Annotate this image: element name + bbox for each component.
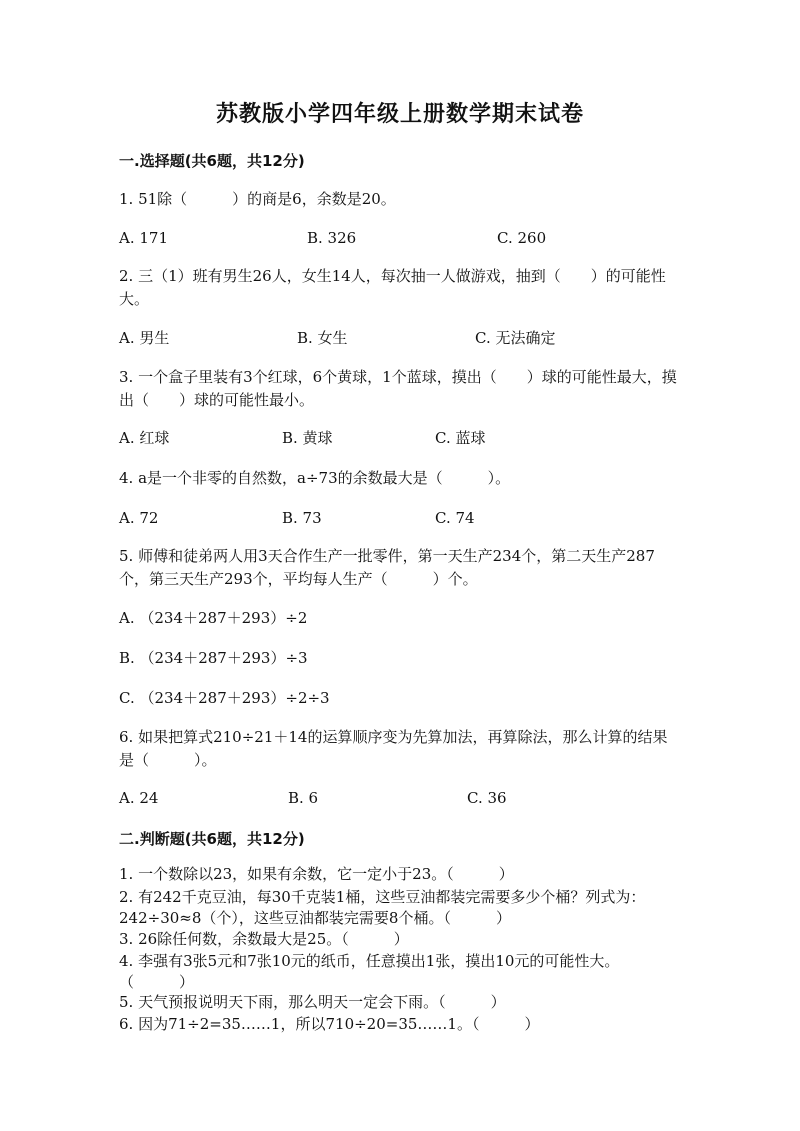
option-c: C. 蓝球 (435, 429, 486, 447)
option-c: C. （234＋287＋293）÷2÷3 (119, 689, 330, 707)
option-a: A. 24 (119, 789, 159, 807)
judge-item-6: 6. 因为71÷2=35……1，所以710÷20=35……1。（ ） (119, 1015, 540, 1033)
option-c: C. 74 (435, 509, 475, 527)
section-heading-choice: 一.选择题(共6题，共12分) (119, 152, 305, 170)
judge-item-5: 5. 天气预报说明天下雨，那么明天一定会下雨。（ ） (119, 993, 506, 1011)
option-a: A. 红球 (119, 429, 170, 447)
judge-item-2: 2. 有242千克豆油，每30千克装1桶，这些豆油都装完需要多少个桶？列式为：242÷30≈8（个），这些豆油都装完需要8个桶。（ ） (119, 888, 646, 927)
option-a: A. 男生 (119, 329, 170, 347)
option-a: A. （234＋287＋293）÷2 (119, 609, 308, 627)
option-b: B. 女生 (297, 329, 348, 347)
question-4: 4. a是一个非零的自然数，a÷73的余数最大是（ ）。 (119, 469, 511, 487)
option-b: B. 73 (282, 509, 322, 527)
option-c: C. 36 (467, 789, 507, 807)
option-b: B. 6 (288, 789, 319, 807)
judge-item-4: 4. 李强有3张5元和7张10元的纸币，任意摸出1张，摸出10元的可能性大。 （ ） (119, 952, 627, 991)
option-b: B. 黄球 (282, 429, 333, 447)
question-6: 6. 如果把算式210÷21＋14的运算顺序变为先算加法，再算除法，那么计算的结果是（ ）。 (119, 728, 668, 769)
question-2: 2. 三（1）班有男生26人，女生14人，每次抽一人做游戏，抽到（ ）的可能性大。 (119, 267, 666, 308)
question-1: 1. 51除（ ）的商是6，余数是20。 (119, 190, 396, 208)
option-b: B. （234＋287＋293）÷3 (119, 649, 308, 667)
option-a: A. 72 (119, 509, 159, 527)
question-3: 3. 一个盒子里装有3个红球，6个黄球，1个蓝球，摸出（ ）球的可能性最大，摸出（ ）球的可能性最小。 (119, 368, 677, 409)
judge-item-1: 1. 一个数除以23，如果有余数，它一定小于23。（ ） (119, 865, 514, 883)
page-title: 苏教版小学四年级上册数学期末试卷 (215, 102, 584, 127)
option-a: A. 171 (119, 229, 168, 247)
option-b: B. 326 (307, 229, 357, 247)
question-5: 5. 师傅和徒弟两人用3天合作生产一批零件，第一天生产234个，第二天生产287个，第三天生产293个，平均每人生产（ ）个。 (119, 547, 655, 588)
option-c: C. 260 (497, 229, 547, 247)
option-c: C. 无法确定 (475, 329, 556, 347)
judge-item-3: 3. 26除任何数，余数最大是25。（ ） (119, 930, 409, 948)
section-heading-judge: 二.判断题(共6题，共12分) (119, 830, 305, 848)
